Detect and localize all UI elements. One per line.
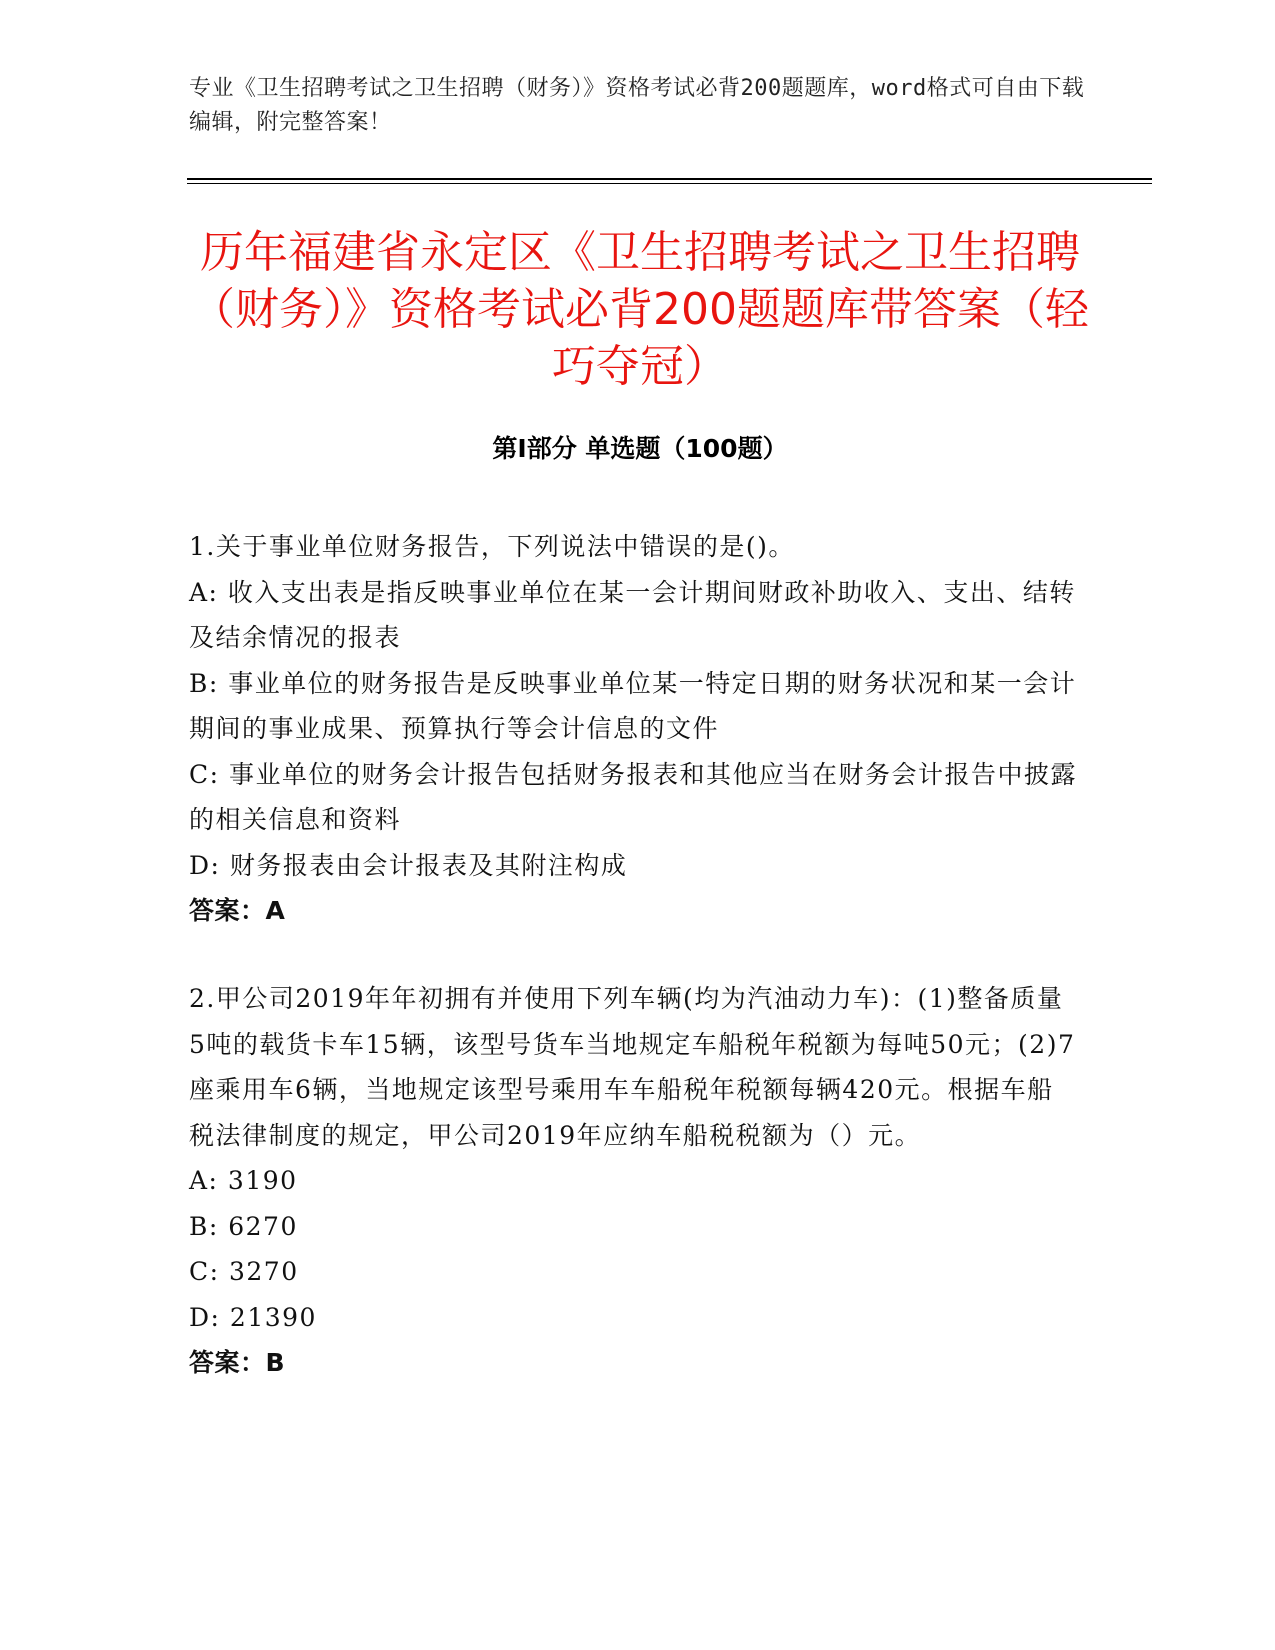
header-divider-thick xyxy=(187,178,1152,180)
question-2 xyxy=(189,976,1079,1386)
option-b: B: 事业单位的财务报告是反映事业单位某一特定日期的财务状况和某一会计期间的事业成果、预算执行等会计信息的文件 xyxy=(189,668,1077,743)
question-text: 2.甲公司2019年年初拥有并使用下列车辆(均为汽油动力车)：(1)整备质量5吨的载货卡车15辆，该型号货车当地规定车船税年税额为每吨50元；(2)7座乘用车6辆，当地规定该型号乘用车车船税年税额每辆420元。根据车船税法律制度的规定，甲公司2019年应纳车船税税额为（）元。 xyxy=(189,984,1076,1150)
option-b: B: 6270 xyxy=(189,1211,298,1241)
question-1 xyxy=(189,524,1079,934)
option-d: D: 财务报表由会计报表及其附注构成 xyxy=(189,850,628,880)
option-a: A: 收入支出表是指反映事业单位在某一会计期间财政补助收入、支出、结转及结余情况的报表 xyxy=(189,577,1076,652)
option-a: A: 3190 xyxy=(189,1166,298,1195)
header-note: 专业《卫生招聘考试之卫生招聘（财务）》资格考试必背200题题库，word格式可自由下载编辑，附完整答案！ xyxy=(189,76,1085,135)
header-divider-thin xyxy=(187,183,1152,184)
section-title: 第Ⅰ部分 单选题（100题） xyxy=(492,434,788,463)
question-text: 1.关于事业单位财务报告，下列说法中错误的是()。 xyxy=(189,532,795,561)
option-d: D: 21390 xyxy=(189,1302,317,1332)
document-title: 历年福建省永定区《卫生招聘考试之卫生招聘（财务）》资格考试必背200题题库带答案（轻巧夺冠） xyxy=(191,227,1089,392)
answer-label: 答案：A xyxy=(189,896,286,925)
option-c: C: 3270 xyxy=(189,1257,299,1286)
option-c: C: 事业单位的财务会计报告包括财务报表和其他应当在财务会计报告中披露的相关信息和资料 xyxy=(189,759,1078,834)
answer-label: 答案：B xyxy=(189,1348,286,1377)
